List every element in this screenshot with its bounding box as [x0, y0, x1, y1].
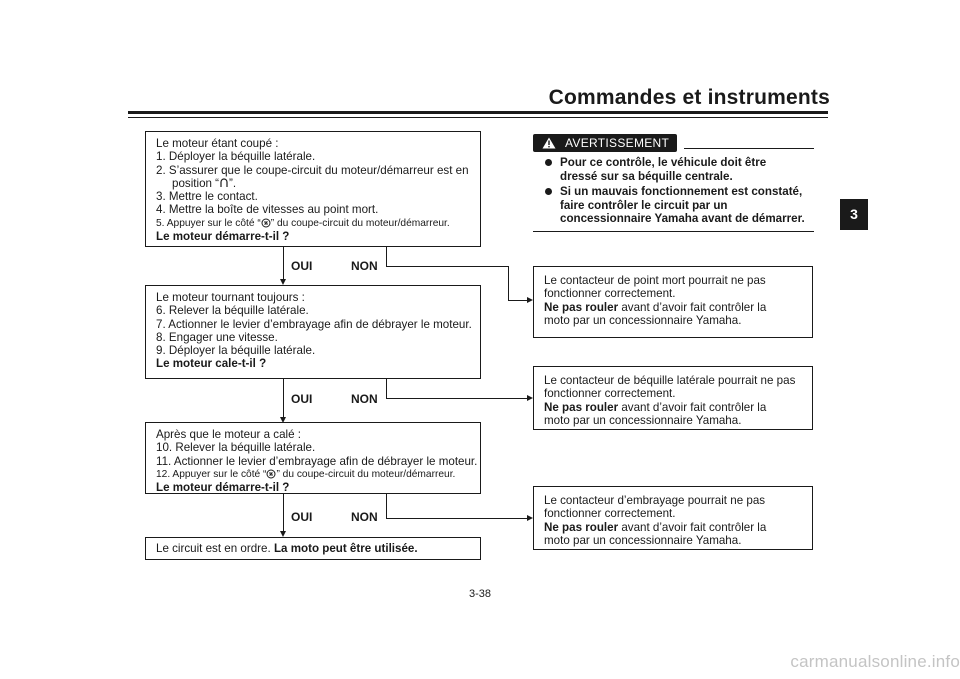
box1-text: position “	[172, 176, 220, 190]
box2-line: 7. Actionner le levier d’embrayage afin de débrayer le moteur.	[156, 317, 472, 331]
flow-box-2	[145, 285, 481, 379]
warning-rule	[684, 148, 814, 149]
header-rule-thick	[128, 111, 828, 114]
result-line: fonctionner correctement.	[544, 387, 676, 401]
warning-item	[545, 185, 815, 226]
connector-no-1	[508, 300, 528, 301]
flow-box-3	[145, 422, 481, 494]
result-box-neutral	[533, 266, 813, 338]
box2-line: 9. Déployer la béquille latérale.	[156, 344, 316, 358]
result-warning: Ne pas rouler	[544, 400, 619, 414]
yes-label: OUI	[291, 392, 313, 406]
box1-line: 4. Mettre la boîte de vitesses au point mort.	[156, 203, 379, 217]
result-warning: Ne pas rouler	[544, 520, 619, 534]
result-line: moto par un concessionnaire Yamaha.	[544, 413, 742, 427]
result-line: moto par un concessionnaire Yamaha.	[544, 533, 742, 547]
box1-line	[156, 217, 480, 230]
flow-box-4	[145, 537, 481, 560]
page-number: 3-38	[468, 588, 492, 600]
result-line: Le contacteur de point mort pourrait ne pas	[544, 274, 766, 287]
yes-label: OUI	[291, 259, 313, 273]
box4-conclusion: La moto peut être utilisée.	[273, 542, 418, 555]
start-switch-icon	[261, 218, 271, 228]
connector-no-1	[386, 247, 387, 266]
box3-line: 11. Actionner le levier d’embrayage afin de débrayer le moteur.	[156, 454, 478, 468]
box3-question: Le moteur démarre-t-il ?	[156, 481, 290, 495]
connector-yes-3	[283, 494, 284, 532]
bullet-icon	[545, 159, 552, 166]
result-text: avant d’avoir fait contrôler la	[618, 400, 767, 414]
warning-badge-label: AVERTISSEMENT	[565, 136, 670, 150]
result-text: avant d’avoir fait contrôler la	[618, 520, 767, 534]
flow-box-1	[145, 131, 481, 247]
warning-triangle-icon	[542, 137, 556, 149]
box1-line: Le moteur étant coupé :	[156, 137, 279, 150]
box1-question: Le moteur démarre-t-il ?	[156, 230, 290, 244]
result-text: avant d’avoir fait contrôler la	[618, 300, 767, 314]
box1-line: 2. S’assurer que le coupe-circuit du moteur/démarreur est en	[156, 163, 469, 177]
warning-text: faire contrôler le circuit par un	[560, 198, 728, 212]
box1-text: 5. Appuyer sur le côté “	[156, 217, 261, 229]
box1-line	[156, 177, 480, 190]
page-title: Commandes et instruments	[548, 86, 830, 109]
box2-line: 6. Relever la béquille latérale.	[156, 304, 309, 318]
result-line: fonctionner correctement.	[544, 507, 676, 521]
box1-text: ” du coupe-circuit du moteur/démarreur.	[270, 217, 450, 229]
result-line: fonctionner correctement.	[544, 287, 676, 301]
watermark: carmanualsonline.info	[790, 652, 960, 671]
box1-line: 3. Mettre le contact.	[156, 190, 258, 204]
warning-text: Pour ce contrôle, le véhicule doit être	[560, 156, 767, 169]
chapter-tab: 3	[840, 199, 868, 230]
no-label: NON	[351, 392, 378, 406]
warning-rule	[533, 231, 814, 232]
result-box-sidestand	[533, 366, 813, 430]
connector-no-2	[386, 398, 528, 399]
box2-question: Le moteur cale-t-il ?	[156, 357, 267, 371]
result-line: moto par un concessionnaire Yamaha.	[544, 313, 742, 327]
connector-no-3	[386, 518, 528, 519]
no-label: NON	[351, 259, 378, 273]
connector-no-1	[508, 266, 509, 300]
result-warning: Ne pas rouler	[544, 300, 619, 314]
box3-text: ” du coupe-circuit du moteur/démarreur.	[276, 468, 456, 480]
start-switch-icon	[266, 469, 276, 479]
warning-badge	[533, 134, 677, 152]
connector-no-3	[386, 494, 387, 518]
box3-line	[156, 468, 480, 481]
result-line: Le contacteur d’embrayage pourrait ne pas	[544, 494, 766, 507]
warning-item	[545, 156, 815, 183]
warning-text: Si un mauvais fonctionnement est constaté,	[560, 185, 803, 198]
header-rule-thin	[128, 117, 828, 118]
result-box-clutch	[533, 486, 813, 550]
connector-no-1	[386, 266, 508, 267]
box3-line: 10. Relever la béquille latérale.	[156, 441, 316, 455]
box2-line: Le moteur tournant toujours :	[156, 291, 305, 304]
connector-yes-2	[283, 379, 284, 417]
warning-text: dressé sur sa béquille centrale.	[560, 169, 733, 183]
run-position-icon	[219, 178, 229, 189]
box1-line: 1. Déployer la béquille latérale.	[156, 150, 316, 164]
box1-text: ”.	[229, 176, 237, 190]
connector-yes-1	[283, 247, 284, 279]
box3-line: Après que le moteur a calé :	[156, 428, 302, 441]
connector-no-2	[386, 379, 387, 398]
warning-text: concessionnaire Yamaha avant de démarrer.	[560, 212, 805, 225]
result-line: Le contacteur de béquille latérale pourrait ne pas	[544, 374, 796, 387]
box4-text: Le circuit est en ordre.	[156, 542, 274, 555]
box2-line: 8. Engager une vitesse.	[156, 330, 278, 344]
box3-text: 12. Appuyer sur le côté “	[156, 468, 267, 480]
bullet-icon	[545, 188, 552, 195]
yes-label: OUI	[291, 510, 313, 524]
no-label: NON	[351, 510, 378, 524]
